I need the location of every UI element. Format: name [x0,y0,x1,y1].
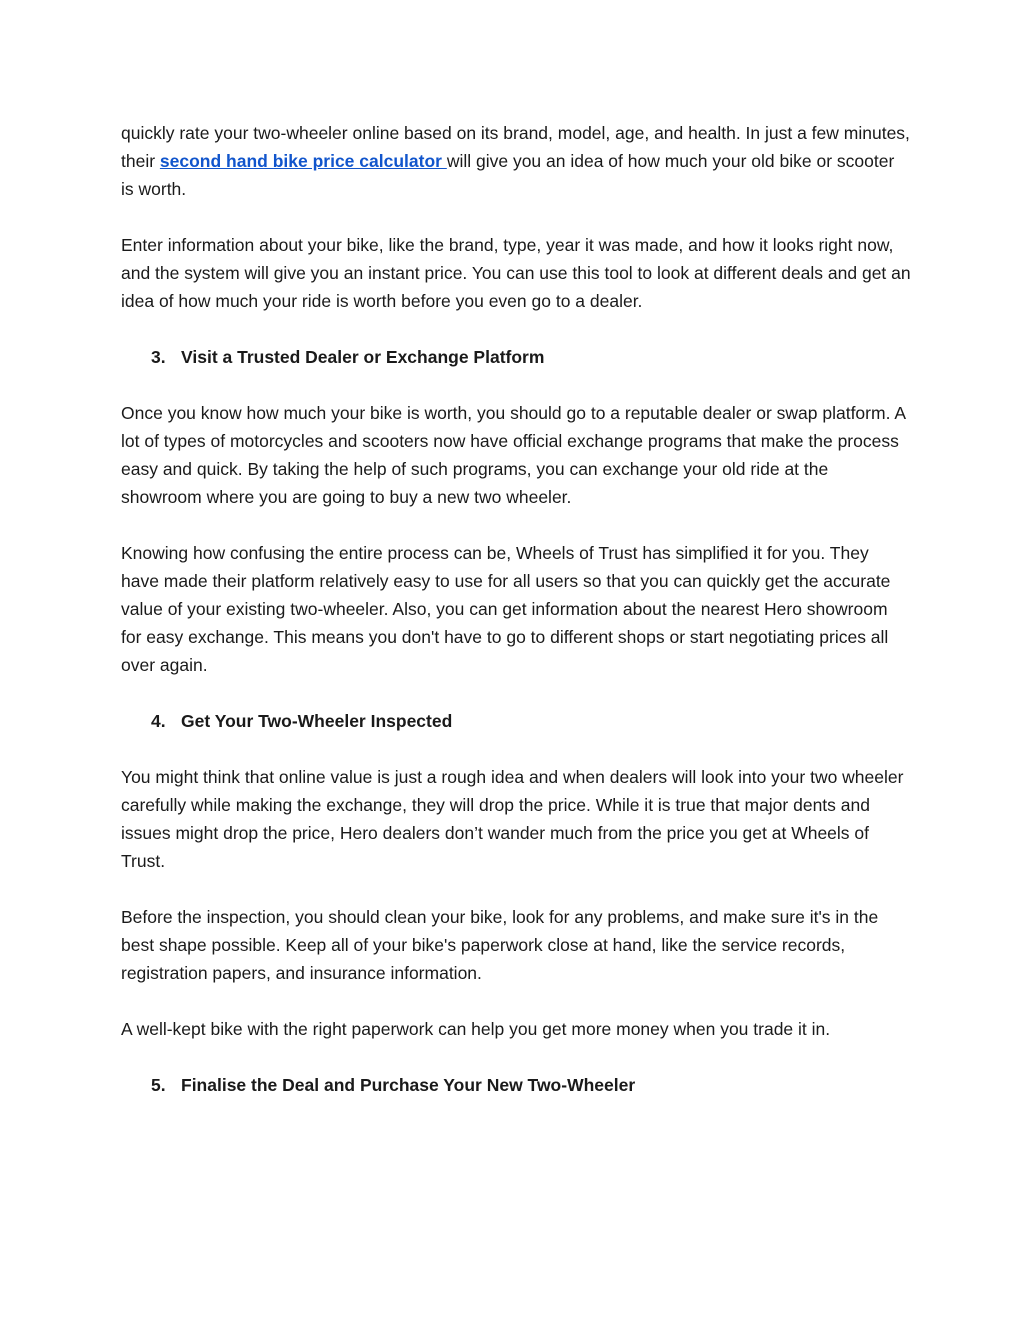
paragraph-well-kept-bike: A well-kept bike with the right paperwork can help you get more money when you trade it in. [121,1019,831,1039]
heading-text: Get Your Two-Wheeler Inspected [181,711,453,731]
paragraph-enter-information: Enter information about your bike, like the brand, type, year it was made, and how it looks right now, and the system will give you an instant price. You can use this tool to look at different deals and get an idea of how much your ride is worth before you even go to a dealer. [121,235,911,311]
heading-text: Finalise the Deal and Purchase Your New Two-Wheeler [181,1075,636,1095]
heading-number: 4. [151,711,166,731]
heading-number: 3. [151,347,166,367]
second-hand-bike-price-calculator-link[interactable]: second hand bike price calculator [159,151,447,171]
document-page [121,119,911,1127]
section-heading-5 [121,1071,911,1099]
heading-text: Visit a Trusted Dealer or Exchange Platform [181,347,545,367]
section-heading-3 [121,343,911,371]
paragraph-before-inspection: Before the inspection, you should clean your bike, look for any problems, and make sure it's in the best shape possible. Keep all of your bike's paperwork close at hand, like the service records, registration papers, and insurance information. [121,907,879,983]
paragraph-wheels-of-trust: Knowing how confusing the entire process can be, Wheels of Trust has simplified it for you. They have made their platform relatively easy to use for all users so that you can quickly get the accurate value of your existing two-wheeler. Also, you can get information about the nearest Hero showroom for easy exchange. This means you don't have to go to different shops or start negotiating prices all over again. [121,543,891,675]
paragraph-price-calculator [121,119,911,203]
paragraph-reputable-dealer: Once you know how much your bike is worth, you should go to a reputable dealer or swap platform. A lot of types of motorcycles and scooters now have official exchange programs that make the process easy and quick. By taking the help of such programs, you can exchange your old ride at the showroom where you are going to buy a new two wheeler. [121,403,906,507]
paragraph-online-value: You might think that online value is just a rough idea and when dealers will look into your two wheeler carefully while making the exchange, they will drop the price. While it is true that major dents and issues might drop the price, Hero dealers don’t wander much from the price you get at Wheels of Trust. [121,767,904,871]
paragraph-text: quickly rate your two-wheeler online based on its brand, model, age, and health. In just a few minutes, their [121,123,910,171]
paragraph-text: will give you an idea of how much your old bike or scooter is worth. [121,151,895,199]
heading-number: 5. [151,1075,166,1095]
section-heading-4 [121,707,911,735]
